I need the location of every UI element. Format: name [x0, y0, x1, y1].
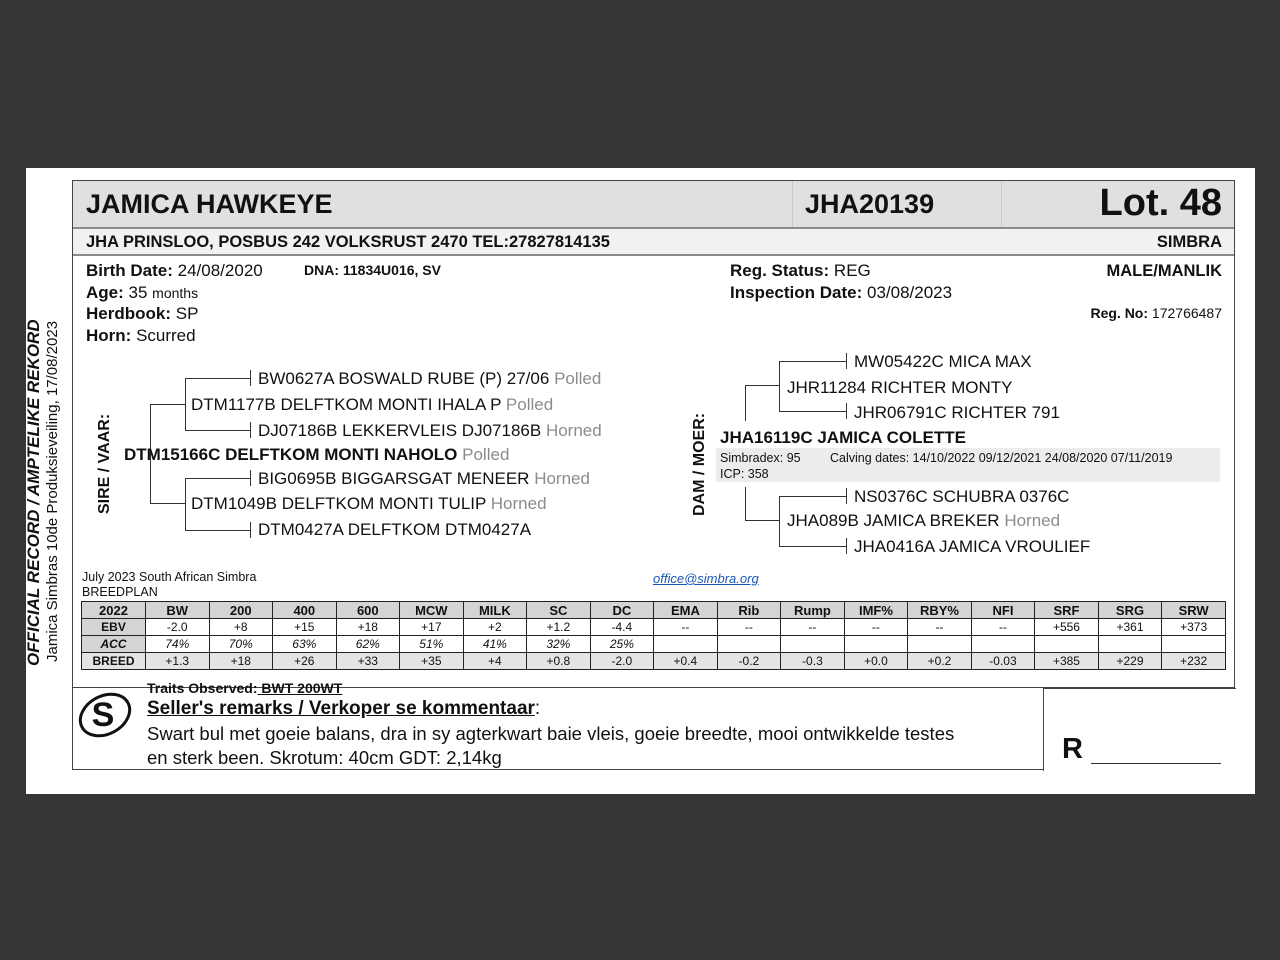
dam-name: JHA16119C JAMICA COLETTE: [720, 428, 966, 447]
table-cell: +17: [400, 619, 464, 636]
birth-date: [86, 261, 263, 281]
animal-id: JHA20139: [805, 189, 935, 219]
ss-bracket: [250, 422, 251, 438]
table-cell: Rump: [781, 602, 845, 619]
ebv-row: [82, 619, 1226, 636]
table-cell: +1.2: [527, 619, 591, 636]
table-cell: +0.2: [908, 653, 972, 670]
table-cell: +2: [463, 619, 527, 636]
table-cell: +229: [1098, 653, 1162, 670]
sire-sire-sire: [258, 369, 601, 389]
table-cell: +0.8: [527, 653, 591, 670]
pedigree-name: JHA089B JAMICA BREKER: [787, 511, 1000, 530]
table-cell: 62%: [336, 636, 400, 653]
dam-dam-sire: NS0376C SCHUBRA 0376C: [854, 487, 1070, 506]
table-cell: --: [971, 619, 1035, 636]
reg-no-label: Reg. No:: [1090, 305, 1149, 321]
table-cell: [1098, 636, 1162, 653]
inspection-date-label: Inspection Date:: [730, 283, 863, 302]
table-cell: +373: [1162, 619, 1226, 636]
ss-bracket: [250, 370, 251, 386]
ebv-table: [81, 601, 1226, 670]
dam-bracket: [745, 487, 746, 520]
header-divider: [792, 181, 793, 227]
table-cell: +232: [1162, 653, 1226, 670]
horn-note: Horned: [1004, 511, 1061, 530]
table-cell: +8: [209, 619, 273, 636]
reg-status-value: REG: [833, 261, 871, 280]
table-cell: 74%: [146, 636, 210, 653]
table-cell: 63%: [273, 636, 337, 653]
dam-dam: [787, 511, 1060, 531]
remarks-line2: en sterk been. Skrotum: 40cm GDT: 2,14kg: [147, 747, 502, 768]
table-cell: [971, 636, 1035, 653]
sire-sire: [191, 395, 553, 415]
age-value: 35: [128, 283, 148, 302]
sire-bracket: [150, 503, 185, 504]
simbradex: Simbradex: 95: [720, 451, 801, 465]
horn-note: Horned: [490, 494, 547, 513]
ebv-header-row: [82, 602, 1226, 619]
simbra-logo-icon: [74, 684, 136, 742]
ss-bracket: [185, 430, 251, 431]
table-cell: --: [781, 619, 845, 636]
pedigree-name: DTM1177B DELFTKOM MONTI IHALA P: [191, 395, 502, 414]
dam-bracket: [745, 385, 746, 421]
table-cell: --: [717, 619, 781, 636]
table-cell: +18: [336, 619, 400, 636]
logo-letter: S: [91, 696, 115, 734]
breedplan-line1: July 2023 South African Simbra: [82, 570, 257, 584]
table-cell: +385: [1035, 653, 1099, 670]
pedigree-name: DJ07186B LEKKERVLEIS DJ07186B: [258, 421, 542, 440]
table-cell: 400: [273, 602, 337, 619]
horn-note: Polled: [462, 445, 510, 464]
table-cell: -0.03: [971, 653, 1035, 670]
email-link[interactable]: office@simbra.org: [653, 571, 759, 586]
table-cell: 600: [336, 602, 400, 619]
table-cell: -2.0: [590, 653, 654, 670]
horn-label: Horn:: [86, 326, 132, 345]
ds-bracket: [846, 353, 847, 369]
dam-dam-dam: JHA0416A JAMICA VROULIEF: [854, 537, 1091, 556]
table-cell: [1035, 636, 1099, 653]
reg-no-value: 172766487: [1151, 305, 1222, 321]
registration-number: [1040, 305, 1222, 321]
pedigree-name: BIG0695B BIGGARSGAT MENEER: [258, 469, 530, 488]
lot-number: Lot. 48: [1099, 182, 1222, 224]
dam-bracket: [745, 385, 780, 386]
herdbook-label: Herdbook:: [86, 304, 171, 323]
dam-bracket: [745, 520, 780, 521]
sex: MALE/MANLIK: [1106, 262, 1222, 280]
breedplan-line2: BREEDPLAN: [82, 585, 158, 599]
table-cell: SC: [527, 602, 591, 619]
sire-label: SIRE / VAAR:: [96, 413, 113, 514]
dam-sire: JHR11284 RICHTER MONTY: [787, 378, 1013, 397]
row-label: EBV: [82, 619, 146, 636]
remarks-colon: :: [534, 698, 541, 719]
table-cell: -4.4: [590, 619, 654, 636]
table-cell: MCW: [400, 602, 464, 619]
official-record-label: OFFICIAL RECORD / AMPTELIKE REKORD: [24, 319, 43, 666]
header-divider: [1001, 181, 1002, 227]
table-cell: +0.0: [844, 653, 908, 670]
table-cell: 200: [209, 602, 273, 619]
sire-sire-dam: [258, 421, 602, 441]
price-label: R: [1062, 733, 1083, 765]
table-cell: +556: [1035, 619, 1099, 636]
age: [86, 283, 198, 303]
table-cell: Rib: [717, 602, 781, 619]
sire-dam-sire: [258, 469, 590, 489]
price-field[interactable]: [1091, 763, 1221, 764]
table-cell: SRG: [1098, 602, 1162, 619]
pedigree-name: BW0627A BOSWALD RUBE (P) 27/06: [258, 369, 550, 388]
remarks-heading-text: Seller's remarks / Verkoper se kommentaar: [147, 698, 535, 719]
sd-bracket: [250, 522, 251, 538]
sire-bracket: [150, 404, 185, 405]
horn-note: Horned: [534, 469, 590, 488]
table-cell: [654, 636, 718, 653]
table-cell: +1.3: [146, 653, 210, 670]
horn-value: Scurred: [136, 326, 196, 345]
table-cell: [781, 636, 845, 653]
horn-note: Horned: [545, 421, 602, 440]
table-cell: DC: [590, 602, 654, 619]
table-cell: --: [908, 619, 972, 636]
dd-bracket: [779, 496, 780, 546]
horn-note: Polled: [554, 369, 602, 388]
table-cell: [908, 636, 972, 653]
calving-dates: Calving dates: 14/10/2022 09/12/2021 24/08/2020 07/11/2019: [830, 451, 1173, 465]
table-cell: -0.2: [717, 653, 781, 670]
table-cell: +35: [400, 653, 464, 670]
ds-bracket: [779, 361, 780, 411]
dd-bracket: [846, 538, 847, 554]
table-cell: +4: [463, 653, 527, 670]
herdbook: [86, 304, 198, 324]
age-label: Age:: [86, 283, 124, 302]
reg-status: [730, 261, 871, 281]
dd-bracket: [779, 546, 847, 547]
dam-sire-sire: MW05422C MICA MAX: [854, 352, 1032, 371]
table-cell: IMF%: [844, 602, 908, 619]
animal-name: JAMICA HAWKEYE: [86, 189, 333, 219]
breed-label: SIMBRA: [1156, 233, 1222, 251]
sd-bracket: [185, 478, 186, 530]
ds-bracket: [846, 403, 847, 419]
table-cell: +361: [1098, 619, 1162, 636]
acc-row: [82, 636, 1226, 653]
table-cell: 70%: [209, 636, 273, 653]
dd-bracket: [779, 496, 847, 497]
inspection-date-value: 03/08/2023: [866, 283, 953, 302]
table-cell: 51%: [400, 636, 464, 653]
auction-event-label: Jamica Simbras 10de Produksieveiling, 17/08/2023: [44, 320, 61, 662]
table-cell: +0.4: [654, 653, 718, 670]
age-unit: months: [152, 285, 199, 301]
table-cell: 41%: [463, 636, 527, 653]
table-cell: SRF: [1035, 602, 1099, 619]
table-cell: SRW: [1162, 602, 1226, 619]
ss-bracket: [185, 378, 251, 379]
birth-date-value: 24/08/2020: [177, 261, 263, 280]
table-cell: [844, 636, 908, 653]
table-cell: -0.3: [781, 653, 845, 670]
row-label: BREED: [82, 653, 146, 670]
ds-bracket: [779, 361, 847, 362]
sd-bracket: [185, 530, 251, 531]
table-cell: +15: [273, 619, 337, 636]
sire-name: [124, 445, 509, 465]
table-cell: 25%: [590, 636, 654, 653]
herdbook-value: SP: [175, 304, 199, 323]
row-label: ACC: [82, 636, 146, 653]
row-label: 2022: [82, 602, 146, 619]
sd-bracket: [185, 478, 251, 479]
remarks-line1: Swart bul met goeie balans, dra in sy agterkwart baie vleis, goeie breedte, mooi ontwikkelde testes: [147, 723, 955, 744]
dam-sire-dam: JHR06791C RICHTER 791: [854, 403, 1060, 422]
birth-date-label: Birth Date:: [86, 261, 173, 280]
remarks-heading: [147, 698, 540, 720]
sire-dam: [191, 494, 547, 514]
table-cell: [717, 636, 781, 653]
sd-bracket: [250, 470, 251, 486]
table-cell: +18: [209, 653, 273, 670]
sire-dam-dam: DTM0427A DELFTKOM DTM0427A: [258, 520, 532, 539]
email-link-wrap: [653, 570, 759, 588]
reg-status-label: Reg. Status:: [730, 261, 830, 280]
dd-bracket: [846, 488, 847, 504]
ds-bracket: [779, 411, 847, 412]
dam-label: DAM / MOER:: [691, 412, 708, 516]
traits-label: Traits Observed:: [147, 680, 258, 696]
table-cell: +26: [273, 653, 337, 670]
table-cell: --: [844, 619, 908, 636]
breed-row: [82, 653, 1226, 670]
ss-bracket: [185, 378, 186, 430]
table-cell: NFI: [971, 602, 1035, 619]
pedigree-name: DTM1049B DELFTKOM MONTI TULIP: [191, 494, 487, 513]
table-cell: EMA: [654, 602, 718, 619]
icp: ICP: 358: [720, 467, 769, 481]
table-cell: +33: [336, 653, 400, 670]
table-cell: --: [654, 619, 718, 636]
horn: [86, 326, 196, 346]
table-cell: MILK: [463, 602, 527, 619]
table-cell: RBY%: [908, 602, 972, 619]
traits-value: BWT 200WT: [257, 680, 343, 696]
table-cell: BW: [146, 602, 210, 619]
dna-info: DNA: 11834U016, SV: [304, 262, 441, 278]
pedigree-name: DTM15166C DELFTKOM MONTI NAHOLO: [124, 445, 458, 464]
table-cell: [1162, 636, 1226, 653]
inspection-date: [730, 283, 952, 303]
traits-observed: [147, 680, 342, 696]
owner-info: JHA PRINSLOO, POSBUS 242 VOLKSRUST 2470 TEL:27827814135: [86, 233, 610, 251]
horn-note: Polled: [505, 395, 554, 414]
table-cell: 32%: [527, 636, 591, 653]
table-cell: -2.0: [146, 619, 210, 636]
